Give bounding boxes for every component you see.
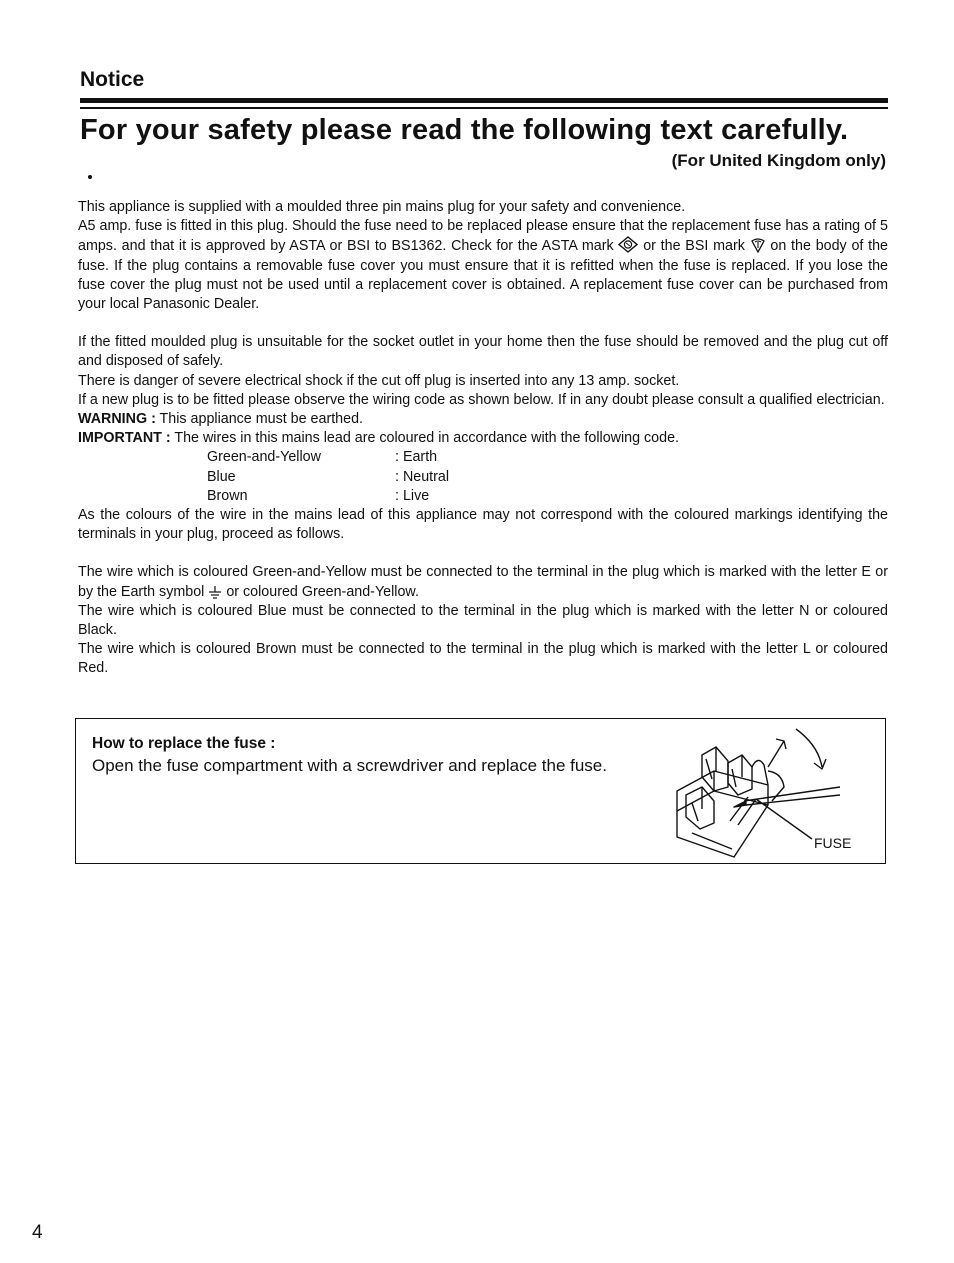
page-title: For your safety please read the following text carefully.: [80, 114, 849, 146]
important-text: The wires in this mains lead are coloured in accordance with the following code.: [170, 430, 679, 447]
wiring-code-table: [78, 448, 888, 506]
warning-label: WARNING :: [78, 411, 156, 428]
warning-text: This appliance must be earthed.: [155, 411, 364, 428]
fuse-box-title: How to replace the fuse :: [92, 735, 276, 752]
paragraph-bsi-text: or the BSI mark: [643, 238, 745, 255]
paragraph-blue-wire: The wire which is coloured Blue must be connected to the terminal in the plug which is marked with the letter N or coloured Black.: [78, 602, 888, 639]
paragraph-brown-wire: The wire which is coloured Brown must be connected to the terminal in the plug which is marked with the letter L or coloured Red.: [78, 641, 888, 677]
wire-colour: Blue: [207, 468, 236, 485]
wire-terminal: : Live: [395, 487, 430, 504]
earth-symbol-icon: [208, 585, 222, 599]
important-label: IMPORTANT :: [78, 430, 171, 447]
fuse-figure-label: FUSE: [814, 835, 852, 851]
fuse-box-text: Open the fuse compartment with a screwdriver and replace the fuse.: [92, 756, 607, 775]
paragraph-fuse-cover: on the body of the fuse. If the plug contains a removable fuse cover you must ensure that it is refitted when the fuse is replaced. If you lose the fuse cover the plug must not be used until a replacement cover is obtained. A replacement fuse cover can be purchased from your local Panasonic Dealer.: [78, 238, 888, 313]
green-yellow-text: The wire which is coloured Green-and-Yellow must be connected to the terminal in the plug which is marked with the letter E or by the Earth symbol: [78, 564, 888, 600]
green-yellow-text-end: or coloured Green-and-Yellow.: [226, 583, 419, 600]
body-text: [78, 198, 888, 679]
paragraph-danger: There is danger of severe electrical shock if the cut off plug is inserted into any 13 amp. socket.: [78, 372, 680, 389]
paragraph-supply: [78, 198, 888, 314]
section-label: Notice: [80, 68, 145, 91]
wire-colour: Green-and-Yellow: [207, 449, 321, 466]
paragraph-colour-mismatch: As the colours of the wire in the mains lead of this appliance may not correspond with the coloured markings identifying the terminals in your plug, proceed as follows.: [78, 507, 888, 543]
paragraph-green-yellow-wire: [78, 563, 888, 601]
header-rule-thick: [80, 98, 888, 103]
bullet-dot: [88, 175, 92, 179]
page-number: 4: [32, 1222, 43, 1243]
wire-terminal: : Earth: [395, 449, 438, 466]
paragraph-new-plug: If a new plug is to be fitted please observe the wiring code as shown below. If in any doubt please consult a qualified electrician.: [78, 391, 885, 408]
paragraph-fuse-rating: A5 amp. fuse is fitted in this plug. Should the fuse need to be replaced please ensure that the replacement fuse has a rating of 5 amps. and that it is approved by ASTA or BSI to BS1362. Check for the ASTA mark: [78, 218, 888, 255]
wiring-code-row: [78, 448, 888, 467]
fuse-replacement-box: [75, 718, 886, 864]
page-subtitle: (For United Kingdom only): [671, 151, 886, 170]
wiring-code-row: [78, 468, 888, 487]
paragraph-warning: [78, 410, 888, 429]
paragraph-unsuitable-plug: If the fitted moulded plug is unsuitable for the socket outlet in your home then the fuse should be removed and the plug cut off and disposed of safely.: [78, 334, 888, 370]
wiring-code-row: [78, 487, 888, 506]
wire-terminal: : Neutral: [395, 468, 450, 485]
bsi-kitemark-icon: [750, 237, 766, 253]
asta-mark-icon: [618, 236, 638, 253]
paragraph-supply-line1: This appliance is supplied with a moulded three pin mains plug for your safety and convenience.: [78, 199, 686, 215]
header-rule-thin: [80, 107, 888, 109]
paragraph-important: [78, 429, 888, 448]
wire-colour: Brown: [207, 487, 248, 504]
